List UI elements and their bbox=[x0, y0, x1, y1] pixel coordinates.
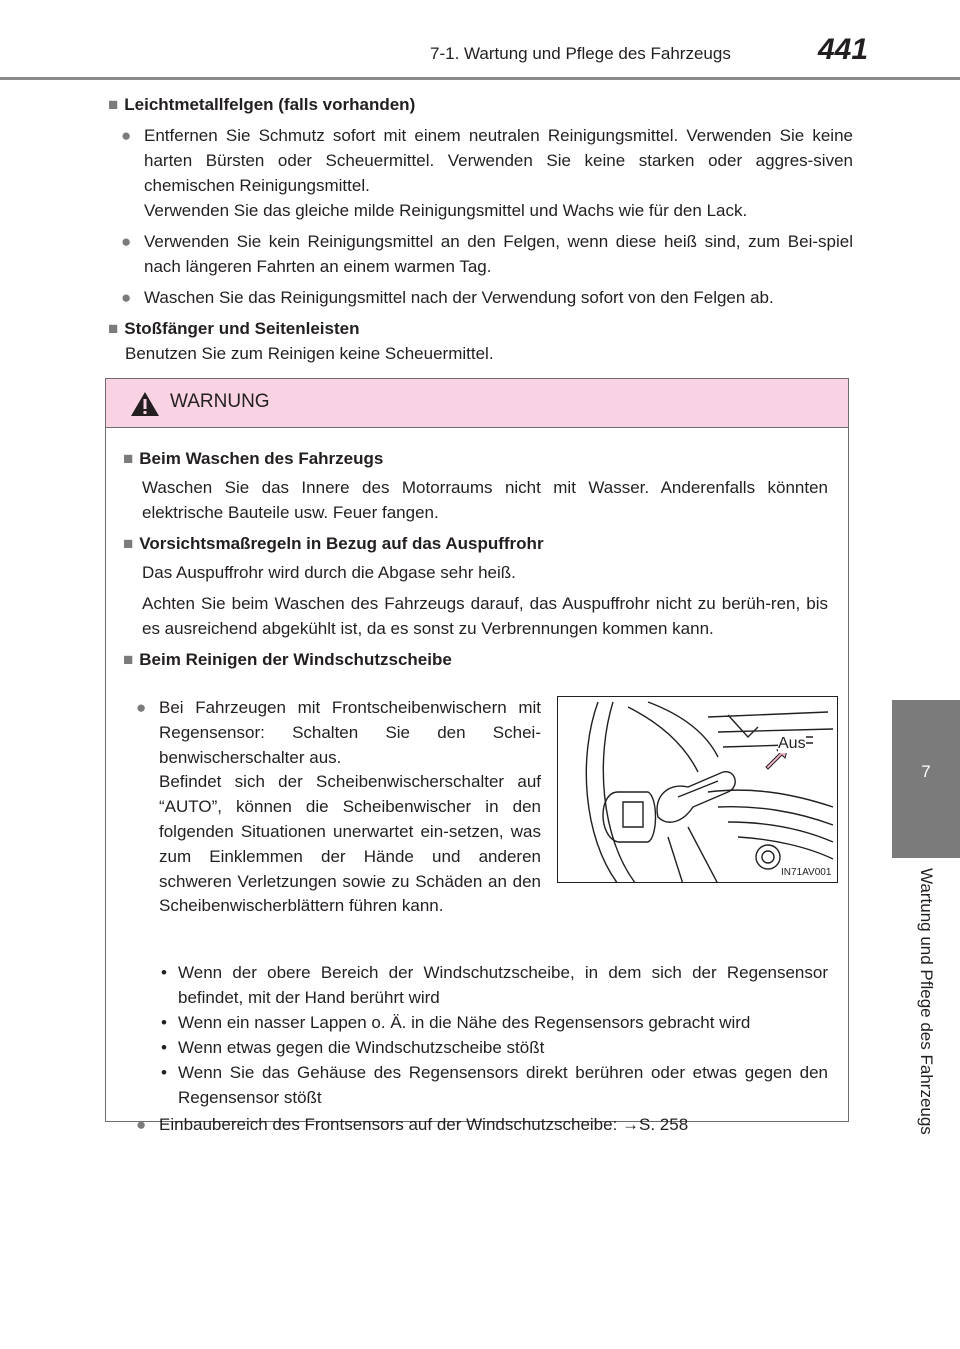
alloy-bullet-2-text: Verwenden Sie kein Reinigungsmittel an den Felgen, wenn diese heiß sind, zum Bei-spiel nach längeren Fahrten an einem warmen Tag. bbox=[144, 232, 853, 276]
alloy-bullet-1-text: Entfernen Sie Schmutz sofort mit einem neutralen Reinigungsmittel. Verwenden Sie keine harten Bürsten oder Scheuermittel. Verwenden Sie keine starken oder aggres-siven chemischen Reinigungsmittel. bbox=[144, 126, 853, 195]
bullet-dot: ● bbox=[136, 698, 147, 717]
list-item: • Wenn etwas gegen die Windschutzscheibe stößt bbox=[159, 1035, 828, 1060]
wiper-switch-drawing bbox=[558, 697, 838, 883]
windshield-bullet-1-text-2: Befindet sich der Scheibenwischerschalter auf “AUTO”, können die Scheibenwischer in den folgenden Situationen unerwartet ein-setzen, was zum Einklemmen der Hände und anderen schweren Verletzungen sowie zu Schäden an den Scheibenwischerblättern führen kann. bbox=[159, 772, 541, 916]
exhaust-heading bbox=[123, 531, 828, 556]
bullet-dot: ● bbox=[121, 232, 132, 251]
alloy-bullet-2 bbox=[108, 229, 853, 279]
windshield-bullet-2 bbox=[123, 1112, 828, 1137]
square-marker: ■ bbox=[123, 534, 134, 553]
list-item: • Wenn ein nasser Lappen o. Ä. in die Nähe des Regensensors gebracht wird bbox=[159, 1010, 828, 1035]
square-marker: ■ bbox=[123, 650, 134, 669]
windshield-bullet-1-text: Bei Fahrzeugen mit Frontscheibenwischern mit Regensensor: Schalten Sie den Schei-benwischerschalter aus. bbox=[159, 698, 541, 767]
windshield-heading-text: Beim Reinigen der Windschutzscheibe bbox=[139, 650, 452, 669]
chapter-title: Wartung und Pflege des Fahrzeugs bbox=[917, 868, 936, 1135]
exhaust-text-2: Achten Sie beim Waschen des Fahrzeugs darauf, das Auspuffrohr nicht zu berüh-ren, bis es ausreichend abgekühlt ist, da es sonst zu Verbrennungen kommen kann. bbox=[142, 594, 828, 638]
washing-heading-text: Beim Waschen des Fahrzeugs bbox=[139, 449, 384, 468]
bumper-heading-text: Stoßfänger und Seitenleisten bbox=[124, 319, 360, 338]
figure-code: IN71AV001 bbox=[781, 867, 832, 878]
list-item: • Wenn Sie das Gehäuse des Regensensors direkt berühren oder etwas gegen den Regensensor stößt bbox=[159, 1060, 828, 1110]
warning-header bbox=[106, 379, 848, 428]
windshield-heading bbox=[123, 647, 828, 672]
alloy-bullet-1 bbox=[108, 123, 853, 223]
bumper-text: Benutzen Sie zum Reinigen keine Scheuermittel. bbox=[125, 344, 494, 363]
header-rule bbox=[0, 77, 960, 80]
warning-title: WARNUNG bbox=[170, 391, 270, 412]
alloy-heading-text: Leichtmetallfelgen (falls vorhanden) bbox=[124, 95, 416, 114]
figure-label-off: Aus bbox=[778, 735, 806, 752]
windshield-bullet-2-text[interactable]: Einbaubereich des Frontsensors auf der Windschutzscheibe: →S. 258 bbox=[159, 1115, 689, 1134]
bullet-dot: ● bbox=[121, 126, 132, 145]
exhaust-text-1: Das Auspuffrohr wird durch die Abgase sehr heiß. bbox=[142, 563, 516, 582]
windshield-section bbox=[123, 676, 832, 926]
warning-body bbox=[106, 428, 848, 1137]
section-title: 7-1. Wartung und Pflege des Fahrzeugs bbox=[430, 44, 731, 63]
wiper-switch-illustration bbox=[557, 696, 838, 883]
bullet-dot: ● bbox=[121, 288, 132, 307]
bumper-heading bbox=[108, 316, 853, 341]
washing-text: Waschen Sie das Innere des Motorraums nicht mit Wasser. Anderenfalls könnten elektrische Bauteile usw. Feuer fangen. bbox=[142, 478, 828, 522]
chapter-tab-number[interactable]: 7 bbox=[892, 700, 960, 858]
main-content bbox=[108, 92, 853, 366]
square-marker: ■ bbox=[108, 319, 119, 338]
alloy-bullet-1-text-2: Verwenden Sie das gleiche milde Reinigungsmittel und Wachs wie für den Lack. bbox=[144, 201, 748, 220]
chapter-tab-label bbox=[892, 858, 960, 1218]
page-number: 441 bbox=[818, 33, 869, 66]
square-marker: ■ bbox=[108, 95, 119, 114]
warning-triangle-icon bbox=[130, 391, 160, 417]
warning-box bbox=[105, 378, 849, 1134]
square-marker: ■ bbox=[123, 449, 134, 468]
windshield-bullet-1 bbox=[123, 696, 541, 919]
washing-heading bbox=[123, 446, 828, 471]
rain-sensor-situations-list bbox=[123, 960, 828, 1110]
exhaust-heading-text: Vorsichtsmaßregeln in Bezug auf das Auspuffrohr bbox=[139, 534, 544, 553]
alloy-bullet-3 bbox=[108, 285, 853, 310]
alloy-bullet-3-text: Waschen Sie das Reinigungsmittel nach der Verwendung sofort von den Felgen ab. bbox=[144, 288, 774, 307]
alloy-heading bbox=[108, 92, 853, 117]
list-item: • Wenn der obere Bereich der Windschutzscheibe, in dem sich der Regensensor befindet, mit der Hand berührt wird bbox=[159, 960, 828, 1010]
bullet-dot: ● bbox=[136, 1115, 147, 1134]
